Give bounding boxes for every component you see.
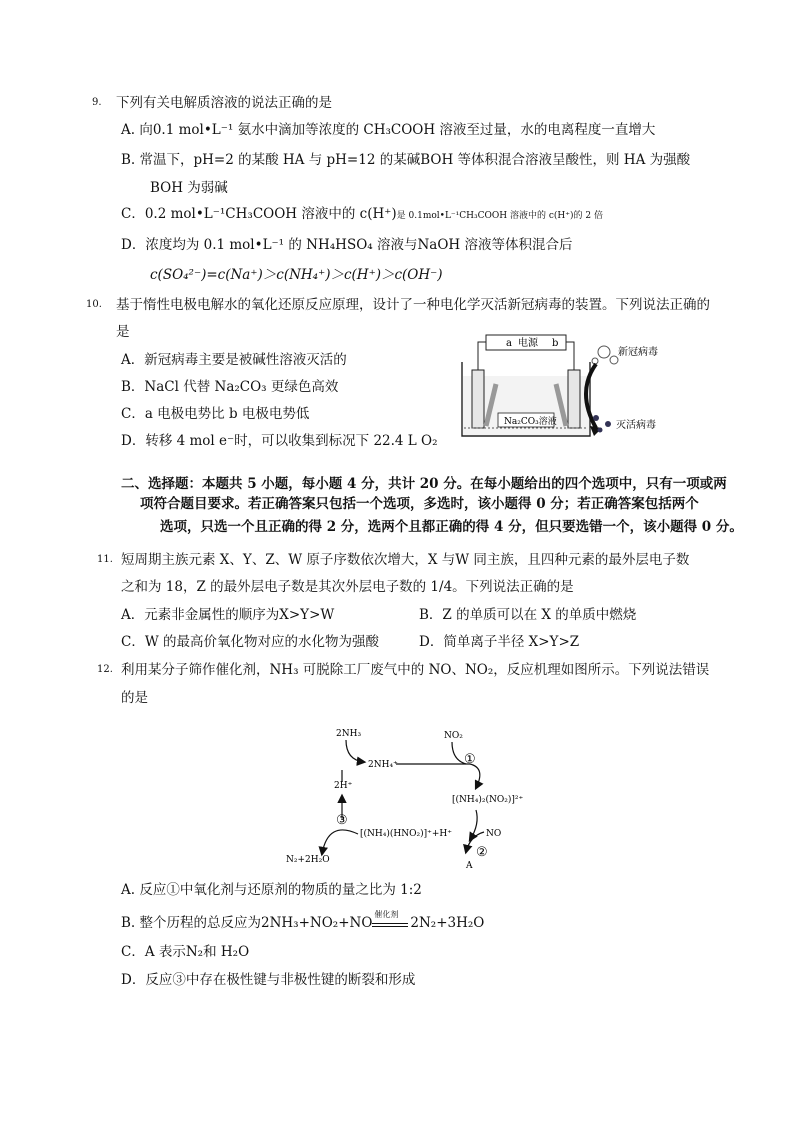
q9-stem: 下列有关电解质溶液的说法正确的是 — [116, 95, 332, 111]
catalyst-condition — [372, 910, 410, 932]
q11-option-d: D．简单离子半径 X>Y>Z — [419, 634, 580, 650]
label-complex-1: [(NH₄)₂(NO₂)]²⁺ — [452, 795, 524, 805]
label-2nh4: 2NH₄⁺ — [368, 760, 398, 770]
power-supply-label: 电源 — [518, 338, 538, 349]
label-a: A — [466, 861, 473, 870]
q11-option-c: C．W 的最高价氧化物对应的水化物为强酸 — [121, 634, 379, 650]
q9-option-a: A. 向0.1 mol•L⁻¹ 氨水中滴加等浓度的 CH₃COOH 溶液至过量，水的电离程度一直增大 — [121, 122, 656, 138]
step-2-marker: ② — [476, 845, 488, 860]
q9-option-b: B. 常温下，pH=2 的某酸 HA 与 pH=12 的某碱BOH 等体积混合溶液呈酸性，则 HA 为强酸 — [121, 152, 691, 168]
label-products: N₂+2H₂O — [286, 855, 330, 865]
q12-option-a: A. 反应①中氧化剂与还原剂的物质的量之比为 1:2 — [121, 882, 422, 898]
electrolysis-apparatus-diagram — [456, 332, 676, 444]
solution-label: Na₂CO₃溶液 — [504, 417, 557, 427]
q9-number: 9. — [92, 97, 102, 108]
label-2h: 2H⁺ — [334, 781, 353, 791]
virus-icon — [598, 346, 610, 358]
q10-stem-cont: 是 — [116, 324, 130, 340]
q10-option-b: B．NaCl 代替 Na₂CO₃ 更绿色高效 — [121, 379, 339, 395]
section-2-line-1: 二、选择题：本题共 5 小题，每小题 4 分，共计 20 分。在每小题给出的四个选项中，只有一项或两 — [121, 476, 727, 492]
section-2-line-3: 选项，只选一个且正确的得 2 分，选两个且都正确的得 4 分，但只要选错一个，该小题得 0 分。 — [160, 519, 743, 535]
section-2-line-2: 项符合题目要求。若正确答案只包括一个选项，多选时，该小题得 0 分；若正确答案包括两个 — [140, 496, 699, 512]
reaction-mechanism-diagram — [280, 724, 550, 870]
q10-option-d: D．转移 4 mol e⁻时，可以收集到标况下 22.4 L O₂ — [121, 433, 438, 449]
electrode-a — [472, 370, 484, 428]
step-3-marker: ③ — [336, 813, 348, 828]
inactivated-virus-icon — [593, 415, 599, 421]
q10-option-c: C．a 电极电势比 b 电极电势低 — [121, 406, 310, 422]
q12-option-b-post: 2N₂+3H₂O — [410, 915, 485, 931]
q11-option-b: B．Z 的单质可以在 X 的单质中燃烧 — [419, 607, 637, 623]
label-2nh3: 2NH₃ — [336, 729, 362, 739]
q9-option-d: D．浓度均为 0.1 mol•L⁻¹ 的 NH₄HSO₄ 溶液与NaOH 溶液等体积混合后 — [121, 237, 573, 253]
q12-stem-cont: 的是 — [121, 690, 148, 706]
electrode-a-label: a — [506, 338, 512, 349]
inactivated-virus-label: 灭活病毒 — [616, 420, 656, 431]
q12-option-b — [121, 910, 485, 932]
catalyst-label: 催化剂 — [374, 910, 399, 919]
q9-option-b-cont: BOH 为弱碱 — [150, 180, 228, 196]
label-complex-2: [(NH₄)(HNO₂)]⁺+H⁺ — [360, 829, 452, 839]
virus-label: 新冠病毒 — [618, 347, 658, 358]
q9-option-c-main: C．0.2 mol•L⁻¹CH₃COOH 溶液中的 c(H⁺) — [121, 206, 397, 222]
electrode-b-label: b — [552, 338, 559, 349]
q12-option-c: C．A 表示N₂和 H₂O — [121, 944, 250, 960]
q12-option-d: D．反应③中存在极性键与非极性键的断裂和形成 — [121, 972, 416, 988]
q12-stem: 利用某分子筛作催化剂，NH₃ 可脱除工厂废气中的 NO、NO₂，反应机理如图所示。下列说法错误 — [121, 662, 710, 678]
q12-option-b-pre: B. 整个历程的总反应为2NH₃+NO₂+NO — [121, 915, 373, 931]
q10-stem: 基于惰性电极电解水的氧化还原反应原理，设计了一种电化学灭活新冠病毒的装置。下列说法正确的 — [116, 297, 710, 313]
label-no2: NO₂ — [444, 731, 463, 741]
q9-option-d-equation: c(SO₄²⁻)=c(Na⁺)＞c(NH₄⁺)＞c(H⁺)＞c(OH⁻) — [150, 267, 443, 283]
q10-option-a: A．新冠病毒主要是被碱性溶液灭活的 — [121, 352, 347, 368]
q11-stem: 短周期主族元素 X、Y、Z、W 原子序数依次增大，X 与W 同主族，且四种元素的最外层电子数 — [121, 552, 690, 568]
q9-option-c — [121, 205, 603, 225]
q11-option-a: A．元素非金属性的顺序为X>Y>W — [121, 607, 335, 623]
q10-number: 10. — [86, 299, 102, 310]
electrode-b — [568, 370, 580, 428]
q11-stem-cont: 之和为 18，Z 的最外层电子数是其次外层电子数的 1/4。下列说法正确的是 — [121, 579, 574, 595]
q12-number: 12. — [97, 664, 113, 675]
q9-option-c-tail: 是 0.1mol•L⁻¹CH₃COOH 溶液中的 c(H⁺)的 2 倍 — [396, 211, 603, 221]
step-1-marker: ① — [464, 752, 476, 767]
q11-number: 11. — [97, 554, 113, 565]
label-no: NO — [486, 829, 502, 839]
